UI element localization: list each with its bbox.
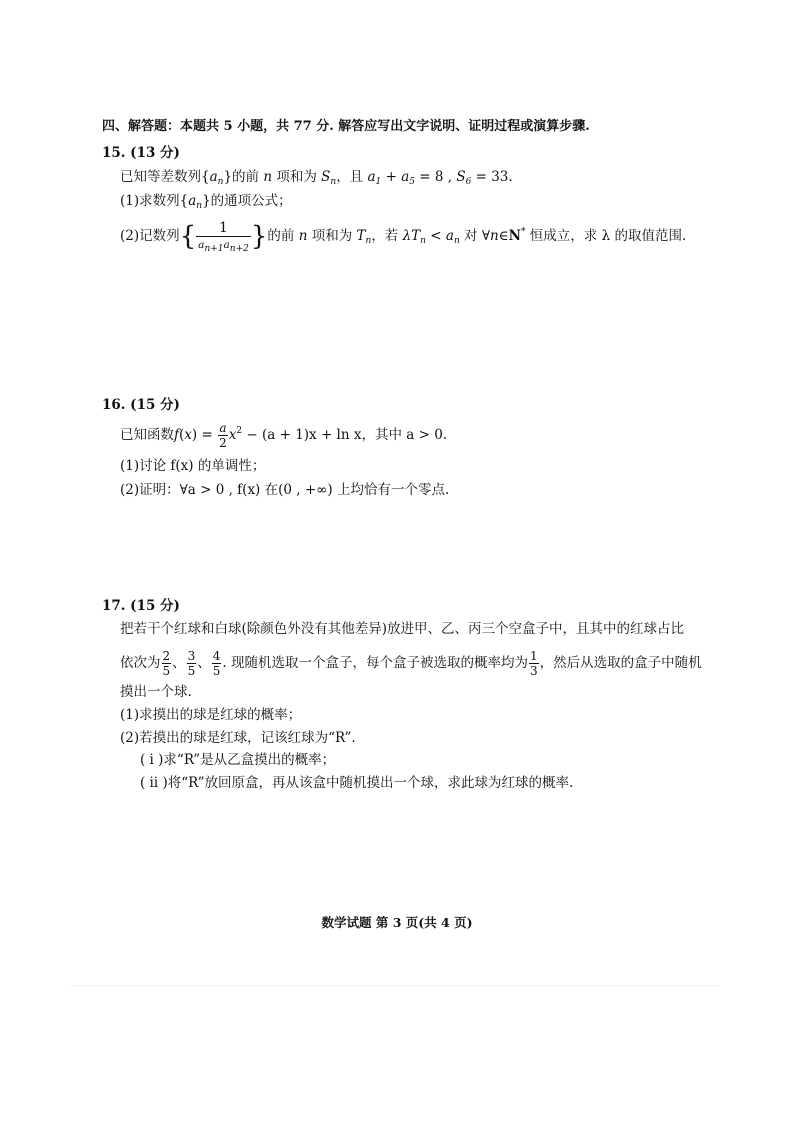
fraction-4-5: $\frac{4}{5}$ [212, 649, 221, 678]
q16-part1: (1)讨论 f(x) 的单调性； [120, 458, 266, 474]
page-fold-divider [70, 985, 720, 986]
q16-part2: (2)证明：∀a > 0 , f(x) 在(0 , +∞) 上均恰有一个零点. [120, 482, 450, 498]
q15-part1: (1)求数列$\{a_n\}$的通项公式； [120, 193, 292, 211]
q15-series-fraction: $\frac{1}{a_{n+1}a_{n+2}}$ [198, 220, 249, 254]
q16-number: 16. (15 分) [102, 397, 180, 413]
fraction-3-5: $\frac{3}{5}$ [187, 649, 196, 678]
q17-part2-i: ( ⅰ )求“R”是从乙盒摸出的概率； [140, 752, 336, 768]
fraction-2-5: $\frac{2}{5}$ [162, 649, 171, 678]
q17-part2-ii: ( ⅱ )将“R”放回原盒，再从该盒中随机摸出一个球，求此球为红球的概率. [140, 775, 574, 791]
q17-part2: (2)若摸出的球是红球，记该红球为“R”. [120, 730, 356, 746]
q15-number: 15. (13 分) [102, 145, 180, 161]
q17-part1: (1)求摸出的球是红球的概率； [120, 707, 302, 723]
q17-line1: 把若干个红球和白球(除颜色外没有其他差异)放进甲、乙、丙三个空盒子中，且其中的红球占比 [120, 621, 685, 637]
q17-number: 17. (15 分) [102, 598, 180, 614]
section-heading: 四、解答题：本题共 5 小题，共 77 分. 解答应写出文字说明、证明过程或演算步骤. [102, 119, 590, 134]
fraction-1-3: $\frac{1}{3}$ [530, 649, 538, 678]
page-footer: 数学试题 第 3 页(共 4 页) [321, 915, 473, 930]
q17-line3: 摸出一个球. [120, 684, 192, 700]
q15-stem: 已知等差数列$\{a_n\}$的前 n 项和为 $S_n$，且 $a_1 + a_5 = 8$ , $S_6 = 33$. [120, 169, 513, 187]
q17-line2: 依次为 $\frac{2}{5}$ 、 $\frac{3}{5}$ 、 $\frac{4}{5}$ . 现随机选取一个盒子，每个盒子被选取的概率均为 $\frac{1}{3}$ ，然后从选取的盒子中随机 [120, 649, 702, 678]
q16-stem: 已知函数f(x) = $\frac{a}{2}$ $x^2 - (a + 1)x + \ln x$，其中 a > 0. [120, 421, 448, 450]
q15-part2: (2)记数列{ $\frac{1}{a_{n+1}a_{n+2}}$ }的前 n 项和为 $T_n$，若 $\lambda T_n < a_n$ 对 ∀n∈N* 恒成立，求 λ 的取值范围. [120, 220, 687, 254]
